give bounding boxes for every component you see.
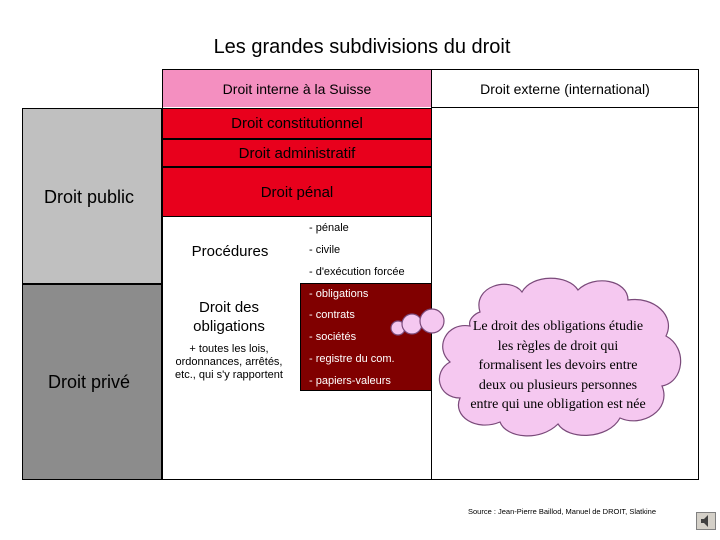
procedure-item: - d'exécution forcée [309,266,405,278]
obligation-item: - papiers-valeurs [309,375,391,387]
branch-droit-administratif: Droit administratif [162,139,432,167]
procedure-item: - pénale [309,222,349,234]
obligation-item: - obligations [309,288,369,300]
page-title: Les grandes subdivisions du droit [213,36,511,58]
header-droit-interne: Droit interne à la Suisse [162,69,432,108]
callout-text: Le droit des obligations étudie les règles de droit qui formalisent les devoirs entre deux ou plusieurs personnes entre qui une obligation est née [470,319,646,413]
procedures-label: Procédures [191,242,269,260]
header-droit-externe: Droit externe (international) [431,69,699,108]
branch-droit-penal: Droit pénal [162,167,432,217]
label-droit-public: Droit public [43,186,135,207]
procedure-item: - civile [309,244,341,256]
obligations-label: Droit des obligations [193,299,265,335]
obligations-note: + toutes les lois, ordonnances, arrêtés, etc., qui s'y rapportent [175,342,283,381]
branch-droit-constitutionnel: Droit constitutionnel [162,108,432,139]
obligation-item: - sociétés [309,331,357,343]
speaker-icon[interactable] [696,512,716,530]
obligation-item: - contrats [309,309,355,321]
obligation-item: - registre du com. [309,353,395,365]
label-droit-prive: Droit privé [47,371,131,392]
source-note: Source : Jean-Pierre Baillod, Manuel de DROIT, Slatkine [468,507,657,516]
